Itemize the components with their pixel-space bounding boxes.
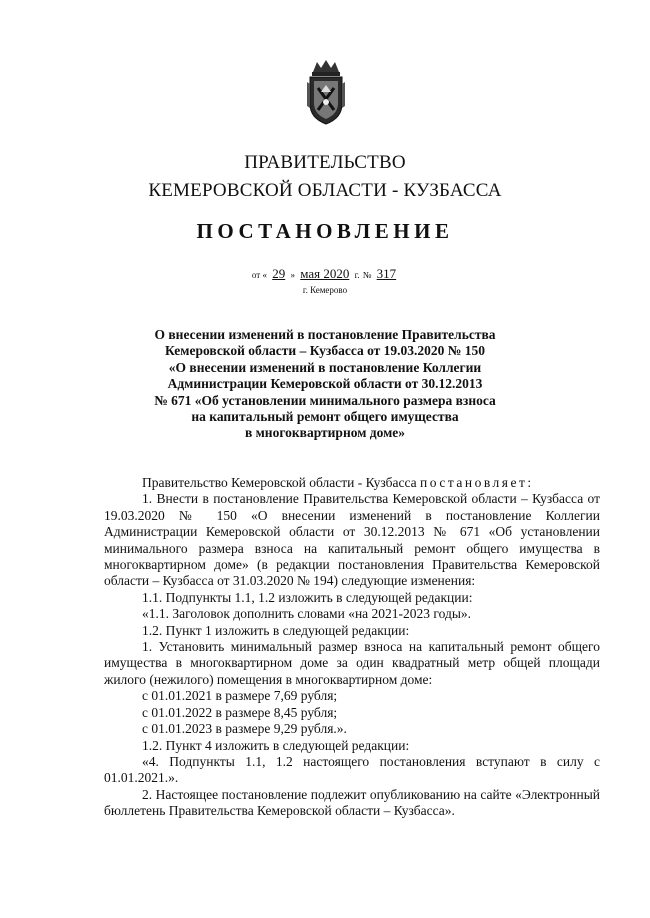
coat-of-arms-icon — [303, 58, 349, 126]
rate-2021: с 01.01.2021 в размере 7,69 рубля; — [142, 688, 338, 704]
date-day: 29 — [272, 266, 286, 281]
paragraph-1-2-point-4: 1.2. Пункт 4 изложить в следующей редакции: — [142, 737, 410, 753]
paragraph-1-2: 1.2. Пункт 1 изложить в следующей редакции: — [142, 622, 410, 638]
title-line: № 671 «Об установлении минимального размера взноса — [154, 392, 496, 408]
government-name-line1: ПРАВИТЕЛЬСТВО — [244, 152, 406, 173]
document-body — [104, 475, 600, 820]
rate-2022: с 01.01.2022 в размере 8,45 рубля; — [142, 704, 338, 720]
title-line: Кемеровской области – Кузбасса от 19.03.2020 № 150 — [164, 343, 485, 359]
decree-word: постановляет: — [420, 475, 534, 490]
title-line: О внесении изменений в постановление Правительства — [154, 327, 496, 342]
document-type-title: ПОСТАНОВЛЕНИЕ — [196, 219, 454, 243]
intro-paragraph — [104, 475, 600, 491]
title-line: на капитальный ремонт общего имущества — [191, 409, 459, 425]
title-line: в многоквартирном доме» — [244, 425, 406, 441]
paragraph-1-1: 1.1. Подпункты 1.1, 1.2 изложить в следующей редакции: — [142, 589, 473, 605]
title-line: «О внесении изменений в постановление Коллегии — [168, 359, 482, 375]
document-number: 317 — [376, 266, 397, 281]
date-number-line — [0, 266, 650, 282]
city-label: г. Кемерово — [302, 285, 348, 295]
document-subject-title — [150, 327, 500, 442]
paragraph-point-4-text: «4. Подпункты 1.1, 1.2 настоящего постановления вступают в силу с 01.01.2021.». — [104, 753, 600, 786]
date-year-suffix: г. — [354, 270, 360, 280]
intro-prefix: Правительство Кемеровской области - Кузбасса — [142, 475, 417, 490]
paragraph-2: 2. Настоящее постановление подлежит опубликованию на сайте «Электронный бюллетень Правительства Кемеровской области – Кузбасса». — [104, 786, 600, 819]
paragraph-title-addition: «1.1. Заголовок дополнить словами «на 2021-2023 годы». — [142, 606, 472, 622]
date-quote-close: » — [290, 270, 295, 280]
date-from-label: от « — [251, 270, 267, 280]
date-month-year: мая 2020 — [300, 266, 350, 281]
number-label: № — [362, 270, 372, 280]
government-name-line2: КЕМЕРОВСКОЙ ОБЛАСТИ - КУЗБАССА — [148, 180, 502, 201]
rate-2023: с 01.01.2023 в размере 9,29 рубля.». — [142, 721, 347, 737]
paragraph-1: 1. Внести в постановление Правительства Кемеровской области – Кузбасса от 19.03.2020 № 150 «О внесении изменений в постановление Коллегии Администрации Кемеровской области от 30.12.2013 № 671 «Об установлении минимального размера взноса на капитальный ремонт общего имущества в многоквартирном доме» (в редакции постановления Правительства Кемеровской области – Кузбасса от 31.03.2020 № 194) следующие изменения: — [104, 491, 600, 589]
paragraph-minimum-fee: 1. Установить минимальный размер взноса на капитальный ремонт общего имущества в многоквартирном доме за один квадратный метр общей площади жилого (нежилого) помещения в многоквартирном доме: — [104, 639, 600, 687]
title-line: Администрации Кемеровской области от 30.12.2013 — [167, 376, 483, 392]
